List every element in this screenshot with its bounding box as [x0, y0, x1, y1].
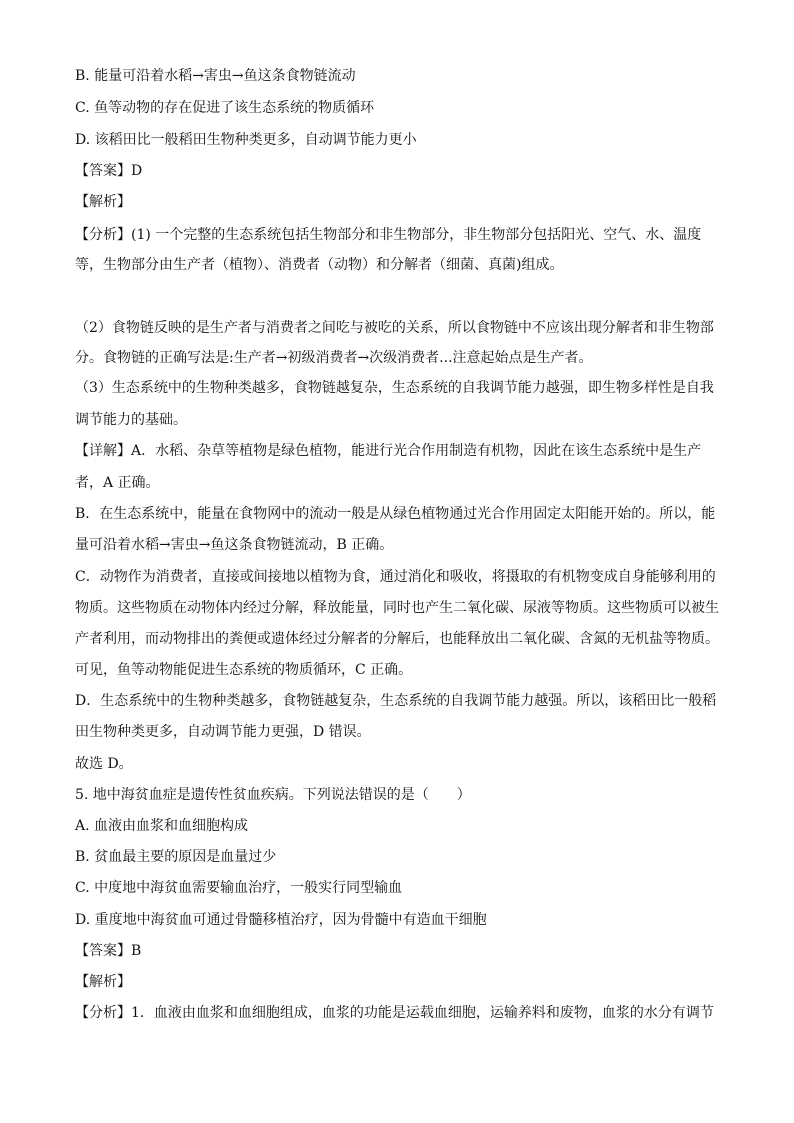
analysis-paragraph-3a: （3）生态系统中的生物种类越多，食物链越复杂，生态系统的自我调节能力越强，即生物多样性是自我 — [75, 380, 714, 396]
analysis-q5-line-1: 【分析】1．血液由血浆和血细胞组成，血浆的功能是运载血细胞，运输养料和废物，血浆的水分有调节 — [75, 1005, 714, 1021]
answer-label: 【答案】D — [75, 163, 143, 179]
option-c-line: C. 鱼等动物的存在促进了该生态系统的物质循环 — [75, 100, 375, 116]
analysis-paragraph-2b: 分。食物链的正确写法是:生产者→初级消费者→次级消费者...注意起始点是生产者。 — [75, 350, 593, 366]
analysis-label: 【解析】 — [75, 194, 131, 210]
question-5-option-d: D. 重度地中海贫血可通过骨髓移植治疗，因为骨髓中有造血干细胞 — [75, 912, 487, 928]
option-d-line: D. 该稻田比一般稻田生物种类更多，自动调节能力更小 — [75, 132, 417, 148]
answer-label-q5: 【答案】B — [75, 943, 142, 959]
analysis-paragraph-3b: 调节能力的基础。 — [75, 412, 187, 428]
detail-c-line-1: C．动物作为消费者，直接或间接地以植物为食，通过消化和吸收，将摄取的有机物变成自身能够利用的 — [75, 569, 716, 585]
question-5-stem: 5. 地中海贫血症是遗传性贫血疾病。下列说法错误的是（ ） — [75, 787, 471, 803]
detail-c-line-2: 物质。这些物质在动物体内经过分解，释放能量，同时也产生二氧化碳、尿液等物质。这些物质可以被生 — [75, 600, 719, 616]
detail-a-line-2: 者，A 正确。 — [75, 475, 160, 491]
detail-b-line-1: B．在生态系统中，能量在食物网中的流动一般是从绿色植物通过光合作用固定太阳能开始的。所以，能 — [75, 506, 716, 522]
detail-c-line-4: 可见，鱼等动物能促进生态系统的物质循环，C 正确。 — [75, 662, 413, 678]
option-b-line: B. 能量可沿着水稻→害虫→鱼这条食物链流动 — [75, 68, 356, 84]
detail-d-line-2: 田生物种类更多，自动调节能力更强，D 错误。 — [75, 724, 371, 740]
question-5-option-a: A. 血液由血浆和血细胞构成 — [75, 818, 249, 834]
detail-a-line-1: 【详解】A．水稻、杂草等植物是绿色植物，能进行光合作用制造有机物，因此在该生态系统中是生产 — [75, 443, 702, 459]
question-5-option-b: B. 贫血最主要的原因是血量过少 — [75, 849, 277, 865]
detail-b-line-2: 量可沿着水稻→害虫→鱼这条食物链流动，B 正确。 — [75, 537, 394, 553]
detail-d-line-1: D．生态系统中的生物种类越多，食物链越复杂，生态系统的自我调节能力越强。所以，该稻田比一般稻 — [75, 693, 717, 709]
analysis-paragraph-1b: 等，生物部分由生产者（植物）、消费者（动物）和分解者（细菌、真菌)组成。 — [75, 257, 564, 273]
detail-c-line-3: 产者利用，而动物排出的粪便或遗体经过分解者的分解后，也能释放出二氧化碳、含氮的无机盐等物质。 — [75, 631, 719, 647]
analysis-label-q5: 【解析】 — [75, 974, 131, 990]
analysis-paragraph-2a: （2）食物链反映的是生产者与消费者之间吃与被吃的关系，所以食物链中不应该出现分解者和非生物部 — [75, 320, 714, 336]
analysis-paragraph-1a: 【分析】(1) 一个完整的生态系统包括生物部分和非生物部分，非生物部分包括阳光、空气、水、温度 — [75, 227, 702, 243]
question-5-option-c: C. 中度地中海贫血需要输血治疗，一般实行同型输血 — [75, 880, 403, 896]
choice-conclusion: 故选 D。 — [75, 756, 133, 772]
